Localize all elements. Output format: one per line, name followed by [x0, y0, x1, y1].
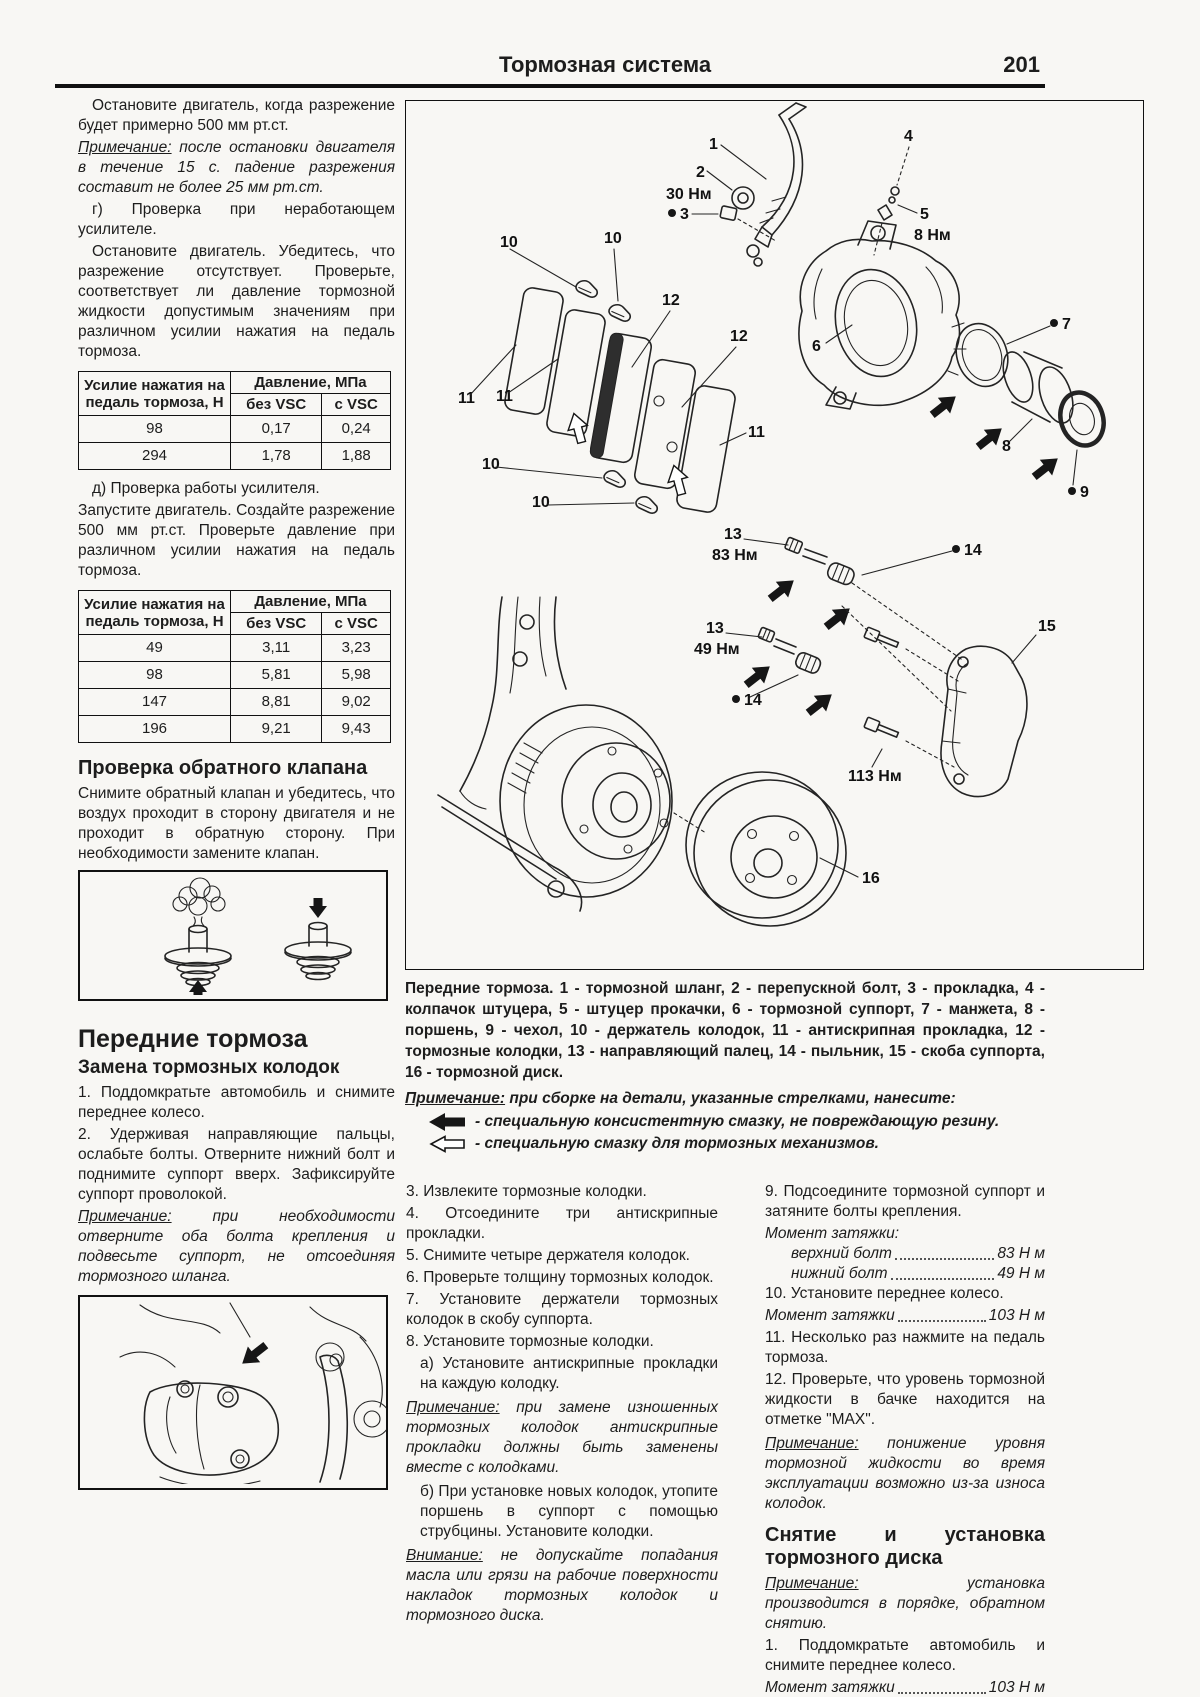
- part-label-14: 14: [744, 692, 762, 709]
- part-label-12: 12: [662, 292, 680, 309]
- note-label: Примечание:: [405, 1090, 506, 1107]
- step-6: 6. Проверьте толщину тормозных колодок.: [406, 1269, 714, 1286]
- header-rule: [55, 84, 1045, 88]
- warning-label: Внимание:: [406, 1547, 483, 1564]
- note-text: при необходимости отверните оба болта крепления и подвесьте суппорт, не отсоединяя тормозного шланга.: [78, 1208, 395, 1285]
- part-label-11: 11: [496, 388, 513, 405]
- step-9: 9. Подсоедините тормозной суппорт и затяните болты крепления.: [765, 1183, 1045, 1220]
- front-brakes-exploded-diagram: [405, 100, 1144, 970]
- step-8a: а) Установите антискрипные прокладки на каждую колодку.: [420, 1355, 718, 1392]
- bracket-bolt: [864, 627, 900, 650]
- page-title: Тормозная система: [498, 52, 712, 77]
- note-shims: [406, 1398, 718, 1478]
- warning-text: не допускайте попадания масла или грязи на рабочие поверхности накладок тормозных колодок и тормозного диска.: [406, 1547, 718, 1624]
- part-label-10: 10: [482, 456, 500, 473]
- cell-force: 294: [79, 443, 231, 470]
- torque-label-49: 49 Нм: [694, 641, 740, 658]
- part-label-11: 11: [748, 424, 765, 441]
- torque-item: Момент затяжки: [765, 1307, 895, 1324]
- paragraph-check-valve: Снимите обратный клапан и убедитесь, что воздух проходит в сторону двигателя и не проходит в обратную сторону. При необходимости замените клапан.: [78, 785, 395, 862]
- cell-force: 49: [79, 635, 231, 662]
- part-label-16: 16: [862, 870, 880, 887]
- cell-no-vsc: 9,21: [231, 716, 322, 743]
- pressure-table-1: [78, 371, 391, 470]
- col-header-force: Усилие нажатия на педаль тормоза, Н: [79, 372, 231, 416]
- cell-vsc: 3,23: [322, 635, 391, 662]
- step-11: 11. Несколько раз нажмите на педаль тормоза.: [765, 1329, 1045, 1366]
- col-header-vsc: с VSC: [322, 613, 391, 635]
- table-row: [79, 689, 391, 716]
- part-label-10: 10: [604, 230, 622, 247]
- col-header-no-vsc: без VSC: [231, 613, 322, 635]
- cell-force: 196: [79, 716, 231, 743]
- torque-item: верхний болт: [791, 1245, 892, 1262]
- part-label-1: 1: [709, 136, 718, 153]
- part-label-10: 10: [500, 234, 518, 251]
- step-8b: б) При установке новых колодок, утопите поршень в суппорт с помощью струбцины. Установите колодки.: [420, 1483, 718, 1540]
- step-2: 2. Удерживая направляющие пальцы, ослабьте болты. Отверните нижний болт и поднимите суппорт вверх. Зафиксируйте суппорт проволокой.: [78, 1126, 395, 1203]
- torque-label-113: 113 Нм: [848, 768, 902, 785]
- diagram-caption: Передние тормоза. 1 - тормозной шланг, 2 - перепускной болт, 3 - прокладка, 4 - колпачок штуцера, 5 - штуцер прокачки, 6 - тормозной суппорт, 7 - манжета, 8 - поршень, 9 - чехол, 10 - держатель колодок, 11 - антискрипная прокладка, 12 - тормозные колодки, 13 - направляющий палец, 14 - пыльник, 15 - скоба суппорта, 16 - тормозной диск.: [405, 980, 1045, 1081]
- note-reverse-order: [765, 1574, 1045, 1634]
- torque-row-disc: [765, 1678, 1045, 1697]
- torque-row-wheel: [765, 1306, 1045, 1326]
- caliper-figure: [78, 1295, 388, 1490]
- step-1-disc: 1. Поддомкратьте автомобиль и снимите переднее колесо.: [765, 1637, 1045, 1674]
- paragraph-no-booster-check: Остановите двигатель. Убедитесь, что разрежение отсутствует. Проверьте, соответствует ли давление тормозной жидкости допустимым значениям при различном усилии нажатия на педаль тормоза.: [78, 243, 395, 360]
- part-label-4: 4: [904, 128, 913, 145]
- col-header-vsc: с VSC: [322, 394, 391, 416]
- note-fluid-level: [765, 1434, 1045, 1514]
- col-header-no-vsc: без VSC: [231, 394, 322, 416]
- page-number: 201: [1003, 52, 1040, 77]
- part-label-13: 13: [724, 526, 742, 543]
- step-10: 10. Установите переднее колесо.: [765, 1285, 1004, 1302]
- grease-arrow: [926, 389, 962, 423]
- cell-vsc: 9,02: [322, 689, 391, 716]
- torque-value: 103 Н м: [988, 1307, 1045, 1324]
- cell-no-vsc: 3,11: [231, 635, 322, 662]
- torque-heading: Момент затяжки:: [765, 1225, 900, 1242]
- bracket-group: [941, 618, 1056, 797]
- pads-replacement-heading: Замена тормозных колодок: [78, 1057, 340, 1078]
- cell-no-vsc: 1,78: [231, 443, 322, 470]
- grease-legend-brake: [429, 1135, 1055, 1153]
- note-label: Примечание:: [765, 1435, 859, 1452]
- solid-left-arrow-icon: [429, 1113, 465, 1131]
- torque-value: 49 Н м: [997, 1265, 1045, 1282]
- part-label-13: 13: [706, 620, 724, 637]
- part-label-15: 15: [1038, 618, 1056, 635]
- check-valve-figure: [78, 870, 388, 1001]
- note-hang-caliper: [78, 1207, 395, 1287]
- pressure-table-2: [78, 590, 391, 743]
- cell-vsc: 5,98: [322, 662, 391, 689]
- part-label-12: 12: [730, 328, 748, 345]
- part-label-6: 6: [812, 338, 821, 355]
- cell-no-vsc: 8,81: [231, 689, 322, 716]
- legend-text: - специальную консистентную смазку, не повреждающую резину.: [475, 1113, 1000, 1130]
- grease-arrow: [802, 687, 838, 721]
- cell-vsc: 9,43: [322, 716, 391, 743]
- step-1: 1. Поддомкратьте автомобиль и снимите переднее колесо.: [78, 1084, 395, 1121]
- note-text: понижение уровня тормозной жидкости во время эксплуатации возможно из-за износа колодок.: [765, 1435, 1045, 1512]
- torque-label-8: 8 Нм: [914, 227, 951, 244]
- part-label-9: 9: [1080, 484, 1089, 501]
- part-label-10: 10: [532, 494, 550, 511]
- leader-dots: [895, 1258, 994, 1260]
- note-vacuum-drop: [78, 138, 395, 198]
- torque-label-30: 30 Нм: [666, 186, 712, 203]
- piston-seal-group: [926, 316, 1110, 501]
- paragraph-vacuum: Остановите двигатель, когда разрежение будет примерно 500 мм рт.ст.: [78, 97, 395, 134]
- step-12: 12. Проверьте, что уровень тормозной жидкости в бачке находится на отметке "MAX".: [765, 1371, 1045, 1428]
- step-8: 8. Установите тормозные колодки.: [406, 1333, 654, 1350]
- front-brakes-heading: Передние тормоза: [78, 1025, 308, 1053]
- part-label-7: 7: [1062, 316, 1071, 333]
- torque-row-upper: [791, 1244, 1045, 1264]
- brake-disc-group: [686, 772, 880, 926]
- note-label: Примечание:: [765, 1575, 859, 1592]
- grease-arrow: [764, 573, 800, 607]
- exploded-view-svg: [406, 101, 1140, 965]
- note-label: Примечание:: [406, 1399, 500, 1416]
- cell-vsc: 0,24: [322, 416, 391, 443]
- middle-column: [406, 1182, 718, 1630]
- part-label-2: 2: [696, 164, 705, 181]
- grease-note: [405, 1088, 1055, 1109]
- check-valve-drawing: [80, 872, 386, 995]
- bracket-bolt: [864, 717, 900, 740]
- step-3: 3. Извлеките тормозные колодки.: [406, 1183, 647, 1200]
- caliper-body-group: [799, 221, 966, 409]
- legend-text: - специальную смазку для тормозных механизмов.: [475, 1135, 879, 1152]
- table-row: [79, 635, 391, 662]
- right-column: [765, 1182, 1045, 1697]
- part-label-3: 3: [680, 206, 689, 223]
- paragraph-booster-work: Запустите двигатель. Создайте разрежение 500 мм рт.ст. Проверьте давление при различном усилии нажатия на педаль тормоза.: [78, 502, 395, 579]
- grease-arrow: [1028, 451, 1064, 485]
- warning-oil: [406, 1546, 718, 1626]
- pads-group: [458, 230, 765, 514]
- cell-force: 98: [79, 416, 231, 443]
- item-d: д) Проверка работы усилителя.: [92, 480, 320, 497]
- col-header-force: Усилие нажатия на педаль тормоза, Н: [79, 591, 231, 635]
- cell-force: 147: [79, 689, 231, 716]
- cell-vsc: 1,88: [322, 443, 391, 470]
- part-label-14: 14: [964, 542, 982, 559]
- part-label-5: 5: [920, 206, 929, 223]
- note-text: при сборке на детали, указанные стрелками, нанесите:: [505, 1090, 956, 1107]
- part-label-11: 11: [458, 390, 475, 407]
- grease-note-block: [405, 1088, 1055, 1153]
- item-g: г) Проверка при неработающем усилителе.: [78, 201, 395, 238]
- col-header-pressure: Давление, МПа: [231, 591, 391, 613]
- torque-item: нижний болт: [791, 1265, 888, 1282]
- grease-arrow-outline: [664, 463, 691, 497]
- note-label: Примечание:: [78, 139, 172, 156]
- step-5: 5. Снимите четыре держателя колодок.: [406, 1247, 690, 1264]
- cell-no-vsc: 5,81: [231, 662, 322, 689]
- valve-open: [165, 878, 231, 995]
- knuckle-hub-group: [438, 597, 706, 911]
- col-header-pressure: Давление, МПа: [231, 372, 391, 394]
- table-row: [79, 416, 391, 443]
- left-column: [78, 96, 395, 1490]
- leader-dots: [898, 1692, 986, 1694]
- part-label-8: 8: [1002, 438, 1011, 455]
- disc-removal-heading: Снятие и установка тормозного диска: [765, 1524, 1045, 1569]
- bleeder-group: [874, 128, 951, 255]
- valve-closed: [285, 898, 351, 980]
- cell-force: 98: [79, 662, 231, 689]
- torque-label-83: 83 Нм: [712, 547, 758, 564]
- table-row: [79, 716, 391, 743]
- guide-pins-group: [694, 526, 982, 785]
- torque-item: Момент затяжки: [765, 1679, 895, 1696]
- table-row: [79, 662, 391, 689]
- note-label: Примечание:: [78, 1208, 172, 1225]
- airflow-down-arrow: [309, 898, 327, 918]
- torque-row-lower: [791, 1264, 1045, 1284]
- torque-value: 103 Н м: [988, 1679, 1045, 1696]
- table-row: [79, 443, 391, 470]
- grease-legend-rubber: [429, 1113, 1055, 1131]
- torque-value: 83 Н м: [997, 1245, 1045, 1262]
- note-text: установка производится в порядке, обратном снятию.: [765, 1575, 1045, 1632]
- step-4: 4. Отсоедините три антискрипные прокладки.: [406, 1205, 718, 1242]
- caliper-drawing: [80, 1297, 386, 1484]
- step-7: 7. Установите держатели тормозных колодок в скобу суппорта.: [406, 1291, 718, 1328]
- airflow-up-arrow: [189, 980, 207, 995]
- cell-no-vsc: 0,17: [231, 416, 322, 443]
- check-valve-heading: Проверка обратного клапана: [78, 757, 368, 779]
- grease-arrow: [820, 601, 856, 635]
- note-text: при замене изношенных тормозных колодок антискрипные прокладки должны быть заменены вместе с колодками.: [406, 1399, 718, 1476]
- leader-dots: [898, 1320, 986, 1322]
- outline-left-arrow-icon: [429, 1135, 465, 1153]
- brake-hose-group: [666, 103, 806, 266]
- note-text: после остановки двигателя в течение 15 с. падение разрежения составит не более 25 мм рт.ст.: [78, 139, 395, 196]
- grease-point-arrow: [236, 1337, 272, 1371]
- leader-dots: [891, 1278, 995, 1280]
